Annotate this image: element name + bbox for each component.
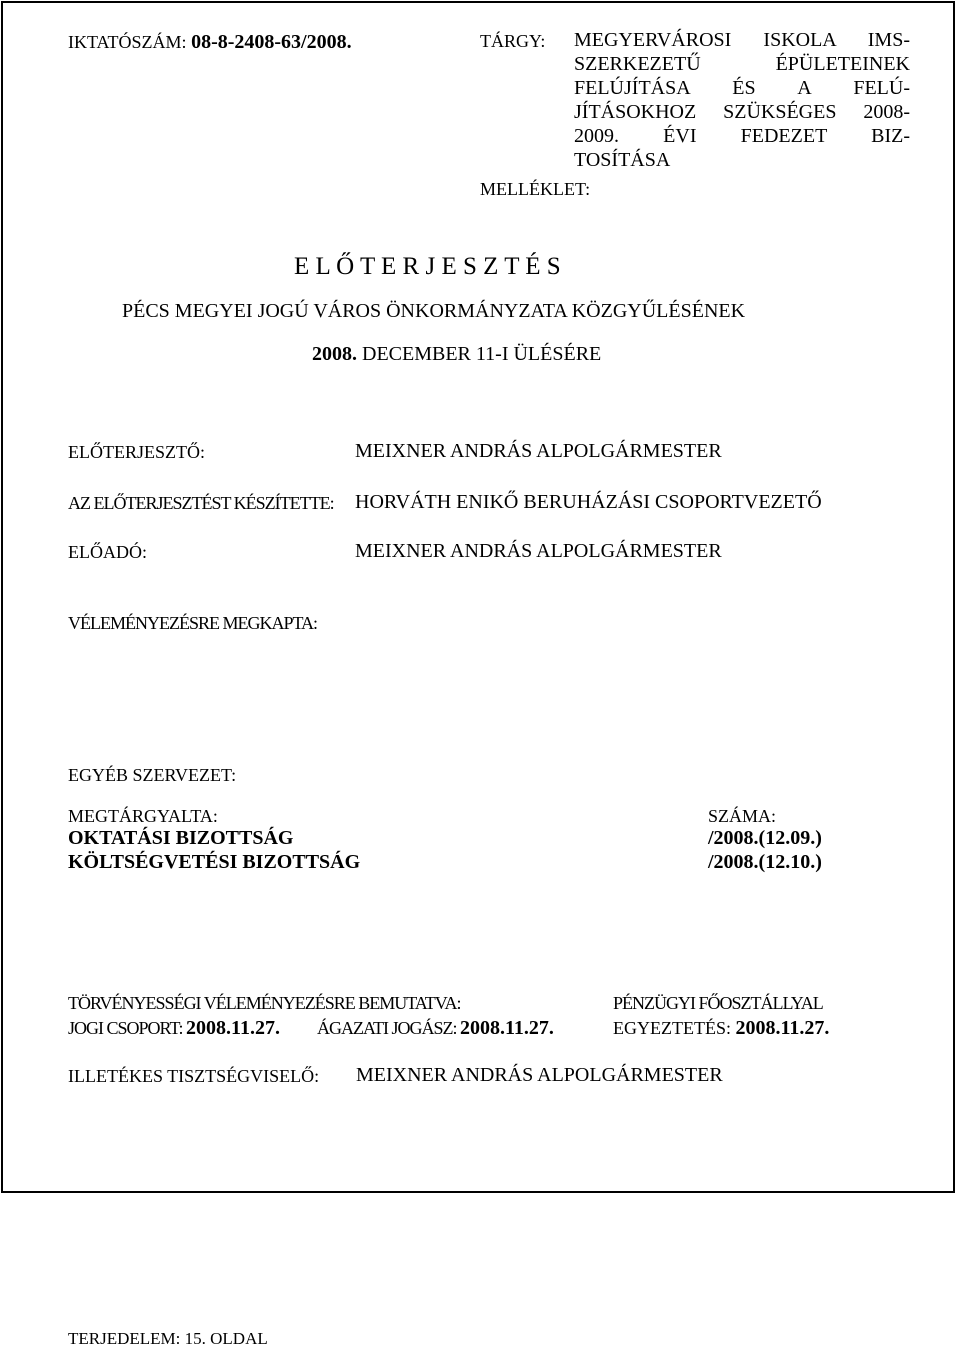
submitter-label: ELŐTERJESZTŐ:: [68, 442, 205, 462]
finance-department-label: PÉNZÜGYI FŐOSZTÁLLYAL: [613, 993, 823, 1013]
subject-line: 2009. ÉVI FEDEZET BIZ-: [574, 125, 910, 147]
committee-number: /2008.(12.10.): [708, 851, 822, 873]
attachment-label: MELLÉKLET:: [480, 179, 591, 199]
sector-lawyer-label: ÁGAZATI JOGÁSZ:: [317, 1018, 457, 1038]
session-date: DECEMBER 11-I ÜLÉSÉRE: [357, 343, 602, 365]
committee-name: OKTATÁSI BIZOTTSÁG: [68, 827, 294, 849]
discussed-label: MEGTÁRGYALTA:: [68, 806, 218, 826]
legal-presented-label: TÖRVÉNYESSÉGI VÉLEMÉNYEZÉSRE BEMUTATVA:: [68, 993, 461, 1013]
sector-lawyer-line: [317, 1017, 554, 1040]
session-year: 2008.: [312, 343, 357, 365]
sector-lawyer-date: 2008.11.27.: [460, 1017, 554, 1039]
subject-text: [574, 28, 910, 172]
subject-line: TOSÍTÁSA: [574, 149, 671, 171]
subject-line: JÍTÁSOKHOZ SZÜKSÉGES 2008-: [574, 101, 910, 123]
subject-line: MEGYERVÁROSI ISKOLA IMS-: [574, 29, 910, 51]
subject-label: TÁRGY:: [480, 31, 546, 51]
legal-group-date: 2008.11.27.: [186, 1017, 280, 1039]
agreement-line: [613, 1017, 829, 1040]
registration-number: 08-8-2408-63/2008.: [191, 31, 352, 53]
presenter-value: MEIXNER ANDRÁS ALPOLGÁRMESTER: [355, 540, 722, 562]
legal-group-label: JOGI CSOPORT:: [68, 1018, 183, 1038]
prepared-by-label: AZ ELŐTERJESZTÉST KÉSZÍTETTE:: [68, 493, 334, 513]
agreement-date: 2008.11.27.: [735, 1017, 830, 1039]
other-organization-label: EGYÉB SZERVEZET:: [68, 765, 237, 785]
received-label: VÉLEMÉNYEZÉSRE MEGKAPTA:: [68, 613, 318, 633]
registration-line: [68, 31, 352, 54]
subject-line: SZERKEZETŰ ÉPÜLETEINEK: [574, 53, 910, 75]
subject-line: FELÚJÍTÁSA ÉS A FELÚ-: [574, 77, 910, 99]
committee-number: /2008.(12.09.): [708, 827, 822, 849]
legal-group-line: [68, 1017, 280, 1040]
official-label: ILLETÉKES TISZTSÉGVISELŐ:: [68, 1066, 320, 1086]
official-value: MEIXNER ANDRÁS ALPOLGÁRMESTER: [356, 1064, 723, 1086]
document-title: E L Ő T E R J E S Z T É S: [294, 253, 561, 280]
presenter-label: ELŐADÓ:: [68, 542, 147, 562]
agreement-label: EGYEZTETÉS:: [613, 1018, 731, 1038]
assembly-line: PÉCS MEGYEI JOGÚ VÁROS ÖNKORMÁNYZATA KÖZGYŰLÉSÉNEK: [122, 300, 746, 322]
prepared-by-value: HORVÁTH ENIKŐ BERUHÁZÁSI CSOPORTVEZETŐ: [355, 491, 822, 513]
submitter-value: MEIXNER ANDRÁS ALPOLGÁRMESTER: [355, 440, 722, 462]
number-label: SZÁMA:: [708, 806, 777, 826]
document-frame: [1, 1, 955, 1193]
document-length: TERJEDELEM: 15. OLDAL: [68, 1329, 268, 1348]
committee-name: KÖLTSÉGVETÉSI BIZOTTSÁG: [68, 851, 361, 873]
session-line: [312, 343, 601, 366]
registration-label: IKTATÓSZÁM:: [68, 32, 187, 52]
